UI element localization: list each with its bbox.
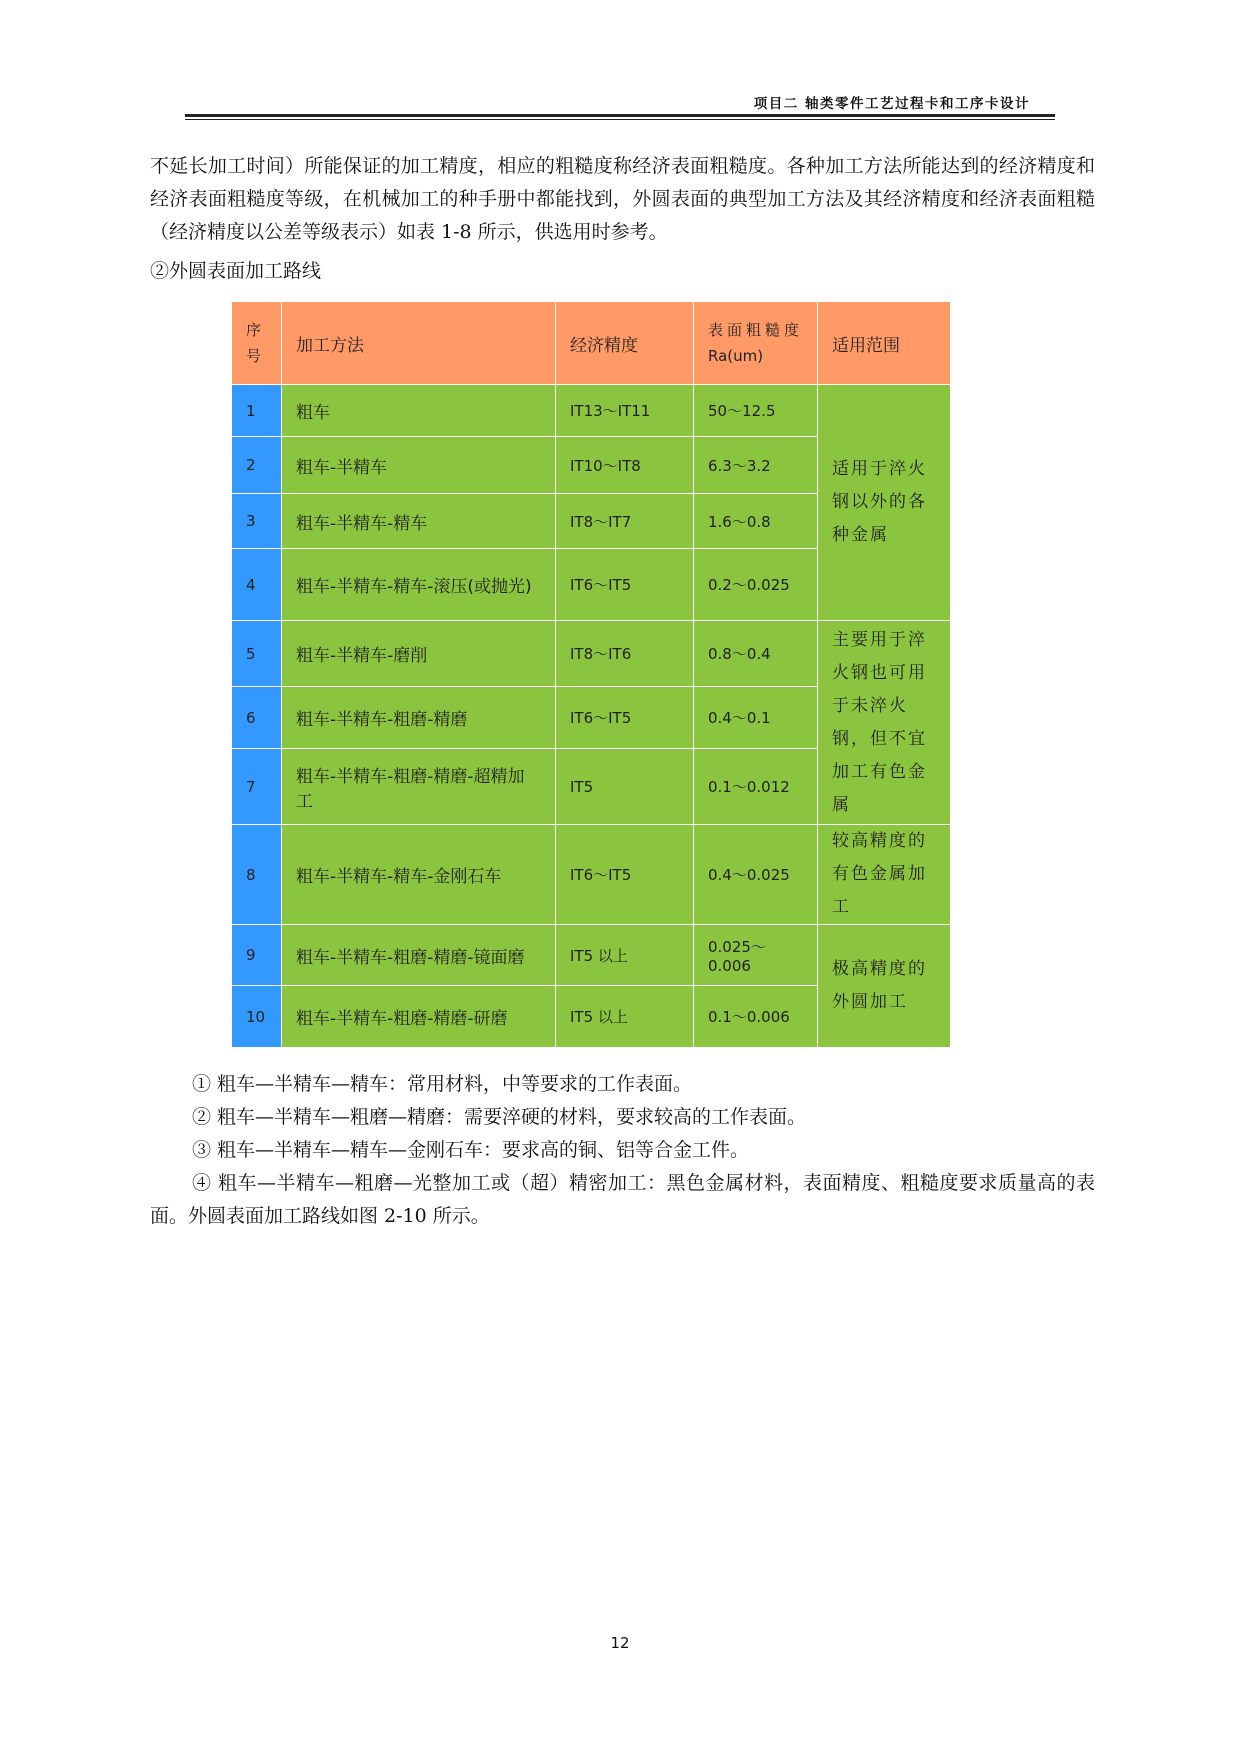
row-precision: IT5 <box>556 749 694 825</box>
header-rule-thick <box>185 114 1055 117</box>
row-number: 3 <box>232 494 282 549</box>
row-precision: IT13～IT11 <box>556 385 694 437</box>
row-precision: IT6～IT5 <box>556 549 694 621</box>
row-precision: IT10～IT8 <box>556 437 694 494</box>
scope-cell: 主要用于淬火钢也可用于未淬火钢，但不宜加工有色金属 <box>818 621 951 825</box>
row-number: 9 <box>232 925 282 986</box>
header-roughness <box>694 302 818 385</box>
page-number: 12 <box>610 1634 630 1652</box>
row-roughness: 50～12.5 <box>694 385 818 437</box>
row-roughness: 0.025～0.006 <box>694 925 818 986</box>
row-precision: IT5 以上 <box>556 986 694 1048</box>
row-precision: IT8～IT6 <box>556 621 694 687</box>
table-row <box>232 621 951 687</box>
row-method: 粗车-半精车-精车-金刚石车 <box>282 825 556 925</box>
header-scope: 适用范围 <box>818 302 951 385</box>
row-method: 粗车-半精车-粗磨-精磨-镜面磨 <box>282 925 556 986</box>
intro-paragraph: 不延长加工时间）所能保证的加工精度，相应的粗糙度称经济表面粗糙度。各种加工方法所能达到的经济精度和经济表面粗糙度等级，在机械加工的种手册中都能找到，外圆表面的典型加工方法及其经济精度和经济表面粗糙（经济精度以公差等级表示）如表 1-8 所示，供选用时参考。 <box>150 155 1095 243</box>
row-number: 4 <box>232 549 282 621</box>
row-method: 粗车-半精车-粗磨-精磨 <box>282 687 556 749</box>
scope-cell: 极高精度的外圆加工 <box>818 925 951 1048</box>
row-method: 粗车 <box>282 385 556 437</box>
header-method: 加工方法 <box>282 302 556 385</box>
row-method: 粗车-半精车-精车 <box>282 494 556 549</box>
header-seq-line2: 号 <box>246 347 262 365</box>
table-row <box>232 385 951 437</box>
row-roughness: 6.3～3.2 <box>694 437 818 494</box>
machining-methods-table <box>231 301 951 1048</box>
row-precision: IT6～IT5 <box>556 825 694 925</box>
row-roughness: 0.8～0.4 <box>694 621 818 687</box>
row-method: 粗车-半精车 <box>282 437 556 494</box>
row-roughness: 1.6～0.8 <box>694 494 818 549</box>
note-item: ④ 粗车—半精车—粗磨—光整加工或（超）精密加工：黑色金属材料，表面精度、粗糙度要求质量高的表面。外圆表面加工路线如图 2-10 所示。 <box>150 1172 1095 1227</box>
row-roughness: 0.4～0.025 <box>694 825 818 925</box>
row-roughness: 0.1～0.006 <box>694 986 818 1048</box>
scope-cell: 较高精度的有色金属加工 <box>818 825 951 925</box>
running-header-title: 项目二 轴类零件工艺过程卡和工序卡设计 <box>753 96 1030 112</box>
row-number: 7 <box>232 749 282 825</box>
row-method: 粗车-半精车-磨削 <box>282 621 556 687</box>
table-row <box>232 825 951 925</box>
header-seq <box>232 302 282 385</box>
table-row <box>232 925 951 986</box>
row-roughness: 0.4～0.1 <box>694 687 818 749</box>
note-item: ① 粗车—半精车—精车：常用材料，中等要求的工作表面。 <box>192 1073 693 1095</box>
row-method: 粗车-半精车-粗磨-精磨-超精加工 <box>282 749 556 825</box>
table-header-row <box>232 302 951 385</box>
row-method: 粗车-半精车-粗磨-精磨-研磨 <box>282 986 556 1048</box>
row-number: 5 <box>232 621 282 687</box>
row-number: 2 <box>232 437 282 494</box>
section-heading: ②外圆表面加工路线 <box>150 260 322 282</box>
row-number: 6 <box>232 687 282 749</box>
row-method: 粗车-半精车-精车-滚压(或抛光) <box>282 549 556 621</box>
row-roughness: 0.1～0.012 <box>694 749 818 825</box>
row-number: 10 <box>232 986 282 1048</box>
scope-cell: 适用于淬火钢以外的各种金属 <box>818 385 951 621</box>
row-number: 8 <box>232 825 282 925</box>
header-seq-line1: 序 <box>246 321 262 339</box>
header-economic-precision: 经济精度 <box>556 302 694 385</box>
row-precision: IT8～IT7 <box>556 494 694 549</box>
header-roughness-line2: Ra(um) <box>708 347 764 365</box>
notes-list <box>150 1068 1095 1233</box>
header-rule-thin <box>185 119 1055 120</box>
row-precision: IT5 以上 <box>556 925 694 986</box>
note-item: ② 粗车—半精车—粗磨—精磨：需要淬硬的材料，要求较高的工作表面。 <box>192 1106 807 1128</box>
row-number: 1 <box>232 385 282 437</box>
row-roughness: 0.2～0.025 <box>694 549 818 621</box>
note-item: ③ 粗车—半精车—精车—金刚石车：要求高的铜、铝等合金工件。 <box>192 1139 750 1161</box>
header-roughness-line1: 表面粗糙度 <box>708 321 804 339</box>
row-precision: IT6～IT5 <box>556 687 694 749</box>
